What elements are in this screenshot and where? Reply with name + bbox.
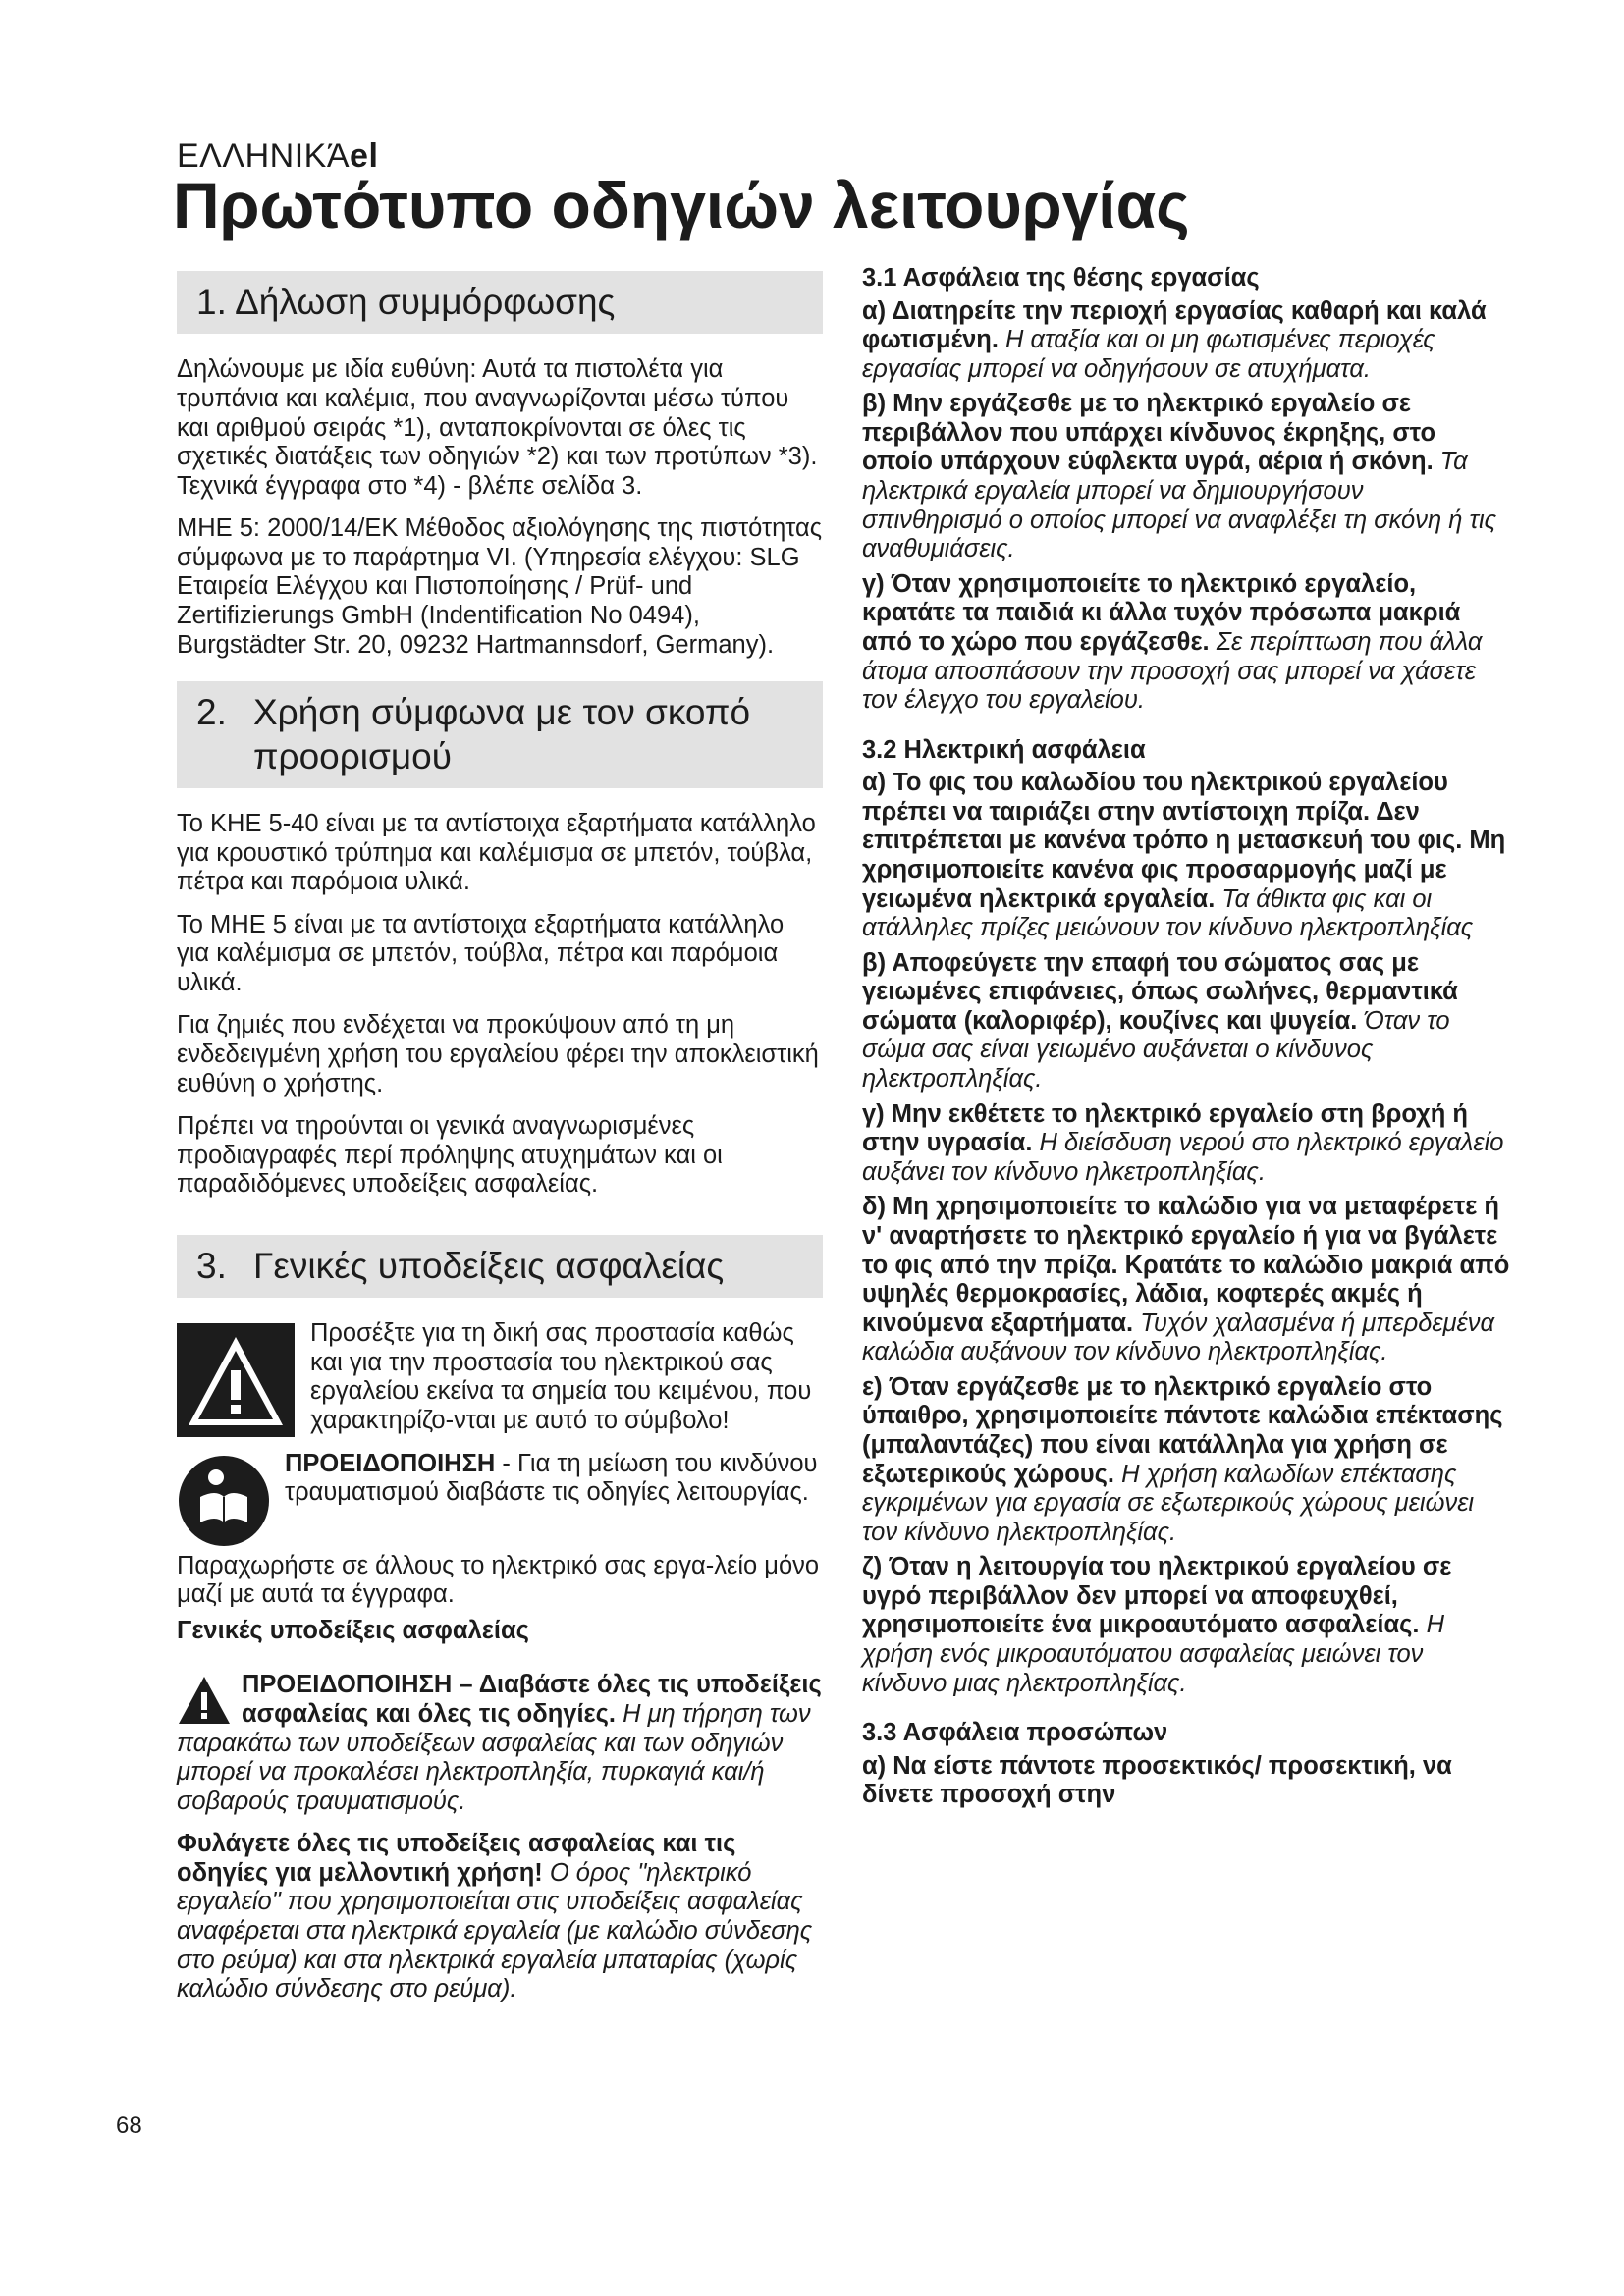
item-3-2-a-bold: α) Το φις του καλωδίου του ηλεκτρικού εργαλείου πρέπει να ταιριάζει στην αντίστοιχη πρίζα. Δεν επιτρέπεται με κανένα τρόπο η μετασκευή του φις. Μη χρησιμοποιείτε κανένα φις προσαρμογής μαζί με γειωμένα ηλεκτρικά εργαλεία. bbox=[862, 769, 1506, 913]
section-3-number: 3. bbox=[196, 1245, 227, 1286]
warning-label: ΠΡΟΕΙΔΟΠΟΙΗΣΗ bbox=[285, 1449, 496, 1477]
section-3-3-heading: 3.3 Ασφάλεια προσώπων bbox=[862, 1719, 1168, 1747]
item-3-1-c bbox=[862, 570, 1510, 716]
regulations-paragraph: Πρέπει να τηρούνται οι γενικά αναγνωρισμένες προδιαγραφές περί πρόληψης ατυχημάτων και οι παραδιδόμενες υποδείξεις ασφαλείας. bbox=[177, 1112, 723, 1199]
item-3-2-d bbox=[862, 1193, 1510, 1366]
general-warning bbox=[177, 1671, 823, 1816]
item-3-3-a-bold: α) Να είστε πάντοτε προσεκτικός/ προσεκτική, να δίνετε προσοχή στην bbox=[862, 1751, 1452, 1809]
item-3-2-c-italic: Η διείσδυση νερού στο ηλεκτρικό εργαλείο αυξάνει τον κίνδυνο ηλκετροπληξίας. bbox=[862, 1129, 1504, 1186]
item-3-2-b bbox=[862, 949, 1510, 1095]
item-3-2-a bbox=[862, 769, 1510, 942]
item-3-1-a-italic: Η αταξία και οι μη φωτισμένες περιοχές εργασίας μπορεί να οδηγήσουν σε ατυχήματα. bbox=[862, 326, 1435, 383]
general-warning-text bbox=[177, 1671, 823, 1816]
general-warning-italic: Η μη τήρηση των παρακάτω των υποδείξεων ασφαλείας και των οδηγιών μπορεί να προκαλέσει ηλεκτροπληξία, πυρκαγιά και/ή σοβαρούς τραυματισμούς. bbox=[177, 1699, 811, 1815]
section-1-heading: 1. Δήλωση συμμόρφωσης bbox=[177, 271, 823, 334]
item-3-2-d-italic: Τυχόν χαλασμένα ή μπερδεμένα καλώδια αυξάνουν τον κίνδυνο ηλεκτροπληξίας. bbox=[862, 1308, 1495, 1366]
item-3-1-b-bold: β) Μην εργάζεσθε με το ηλεκτρικό εργαλείο σε περιβάλλον που υπάρχει κίνδυνος έκρηξης, στο οποίο υπάρχουν εύφλεκτα υγρά, αέρια ή σκόνη. bbox=[862, 390, 1436, 476]
keep-instructions-bold: Φυλάγετε όλες τις υποδείξεις ασφαλείας και τις οδηγίες για μελλοντική χρήση! bbox=[177, 1830, 736, 1887]
item-3-2-b-italic: Όταν το σώμα σας είναι γειωμένο αυξάνεται ο κίνδυνος ηλεκτροπληξίας. bbox=[862, 1006, 1450, 1094]
item-3-1-a-bold: α) Διατηρείτε την περιοχή εργασίας καθαρή και καλά φωτισμένη. bbox=[862, 296, 1487, 354]
item-3-1-a bbox=[862, 297, 1510, 385]
item-3-2-e-bold: ε) Όταν εργάζεσθε με το ηλεκτρικό εργαλείο στο ύπαιθρο, χρησιμοποιείτε πάντοτε καλώδια επέκτασης (μπαλαντάζες) που είναι κατάλληλα για χρήση σε εξωτερικούς χώρους. bbox=[862, 1372, 1503, 1488]
keep-instructions-italic: Ο όρος "ηλεκτρικό εργαλείο" που χρησιμοποιείται στις υποδείξεις ασφαλείας αναφέρεται στα ηλεκτρικά εργαλεία (με καλώδιο σύνδεσης στο ρεύμα) και στα ηλεκτρικά εργαλεία μπαταρίας (χωρίς καλώδιο σύνδεσης στο ρεύμα). bbox=[177, 1858, 813, 2003]
section-3-title: Γενικές υποδείξεις ασφαλείας bbox=[253, 1245, 725, 1286]
general-warning-bold: ΠΡΟΕΙΔΟΠΟΙΗΣΗ – Διαβάστε όλες τις υποδείξεις ασφαλείας και όλες τις οδηγίες. bbox=[242, 1671, 822, 1728]
section-2-title: Χρήση σύμφωνα με τον σκοπό προορισμού bbox=[253, 692, 751, 776]
item-3-2-d-bold: δ) Μη χρησιμοποιείτε το καλώδιο για να μεταφέρετε ή ν' αναρτήσετε το ηλεκτρικό εργαλείο ή για να βγάλετε το φις από την πρίζα. Κρατάτε το καλώδιο μακριά από υψηλές θερμοκρασίες, λάδια, κοφτερές ακμές ή κινούμενα εξαρτήματα. bbox=[862, 1193, 1510, 1337]
section-2-heading bbox=[177, 681, 823, 788]
symbol-note bbox=[177, 1319, 823, 1449]
left-column bbox=[177, 271, 823, 2018]
item-3-2-e-italic: Η χρήση καλωδίων επέκτασης εγκριμένων για εργασία σε εξωτερικούς χώρους μειώνει τον κίνδυνο ηλεκτροπληξίας. bbox=[862, 1460, 1475, 1546]
section-3-1-heading: 3.1 Ασφάλεια της θέσης εργασίας bbox=[862, 264, 1260, 292]
section-3-heading bbox=[177, 1235, 823, 1298]
warning-triangle-small-icon bbox=[177, 1675, 232, 1726]
item-3-2-e bbox=[862, 1373, 1510, 1547]
read-manual-text bbox=[177, 1450, 823, 1508]
item-3-1-c-italic: Σε περίπτωση που άλλα άτομα αποσπάσουν την προσοχή σας μπορεί να χάσετε τον έλεγχο του εργαλείου. bbox=[862, 627, 1483, 715]
mhe-paragraph: Το MHE 5 είναι με τα αντίστοιχα εξαρτήματα κατάλληλο για καλέμισμα σε μπετόν, τούβλα, πέτρα και παρόμοια υλικά. bbox=[177, 910, 785, 996]
general-safety-heading: Γενικές υποδείξεις ασφαλείας bbox=[177, 1616, 529, 1644]
mhe5-paragraph: MHE 5: 2000/14/EK Μέθοδος αξιολόγησης της πιστότητας σύμφωνα με το παράρτημα VI. (Υπηρεσία ελέγχου: SLG Εταιρεία Ελέγχου και Πιστοποίησης / Prüf- und Zertifizierungs GmbH (Indentification No 0494), Burgstädter Str. 20, 09232 Hartmannsdorf, Germany). bbox=[177, 514, 822, 659]
item-3-1-b bbox=[862, 390, 1510, 563]
warning-triangle-icon bbox=[177, 1323, 295, 1437]
item-3-2-c bbox=[862, 1100, 1510, 1188]
liability-paragraph: Για ζημιές που ενδέχεται να προκύψουν από τη μη ενδεδειγμένη χρήση του εργαλείου φέρει την αποκλειστική ευθύνη ο χρήστης. bbox=[177, 1011, 819, 1097]
item-3-2-a-italic: Τα άθικτα φις και οι ατάλληλες πρίζες μειώνουν τον κίνδυνο ηλεκτροπληξίας bbox=[862, 884, 1474, 942]
item-3-2-f bbox=[862, 1553, 1510, 1698]
item-3-2-f-italic: Η χρήση ενός μικροαυτόματου ασφαλείας μειώνει τον κίνδυνο μιας ηλεκτροπληξίας. bbox=[862, 1611, 1444, 1697]
section-3-2-heading: 3.2 Ηλεκτρική ασφάλεια bbox=[862, 735, 1146, 764]
language-code: el bbox=[350, 137, 379, 175]
handover-paragraph: Παραχωρήστε σε άλλους το ηλεκτρικό σας εργα-λείο μόνο μαζί με αυτά τα έγγραφα. bbox=[177, 1551, 820, 1609]
right-column bbox=[862, 263, 1510, 1816]
warning-text: - Για τη μείωση του κινδύνου τραυματισμού διαβάστε τις οδηγίες λειτουργίας. bbox=[285, 1449, 818, 1507]
page-number: 68 bbox=[116, 2112, 142, 2139]
document-title: Πρωτότυπο οδηγιών λειτουργίας bbox=[173, 169, 1190, 241]
read-manual-note bbox=[177, 1450, 823, 1552]
item-3-1-b-italic: Τα ηλεκτρικά εργαλεία μπορεί να δημιουργήσουν σπινθηρισμό ο οποίος μπορεί να αναφλέξει τη σκόνη ή τις αναθυμιάσεις. bbox=[862, 448, 1497, 563]
section-2-number: 2. bbox=[196, 692, 227, 733]
khe-paragraph: Το KHE 5-40 είναι με τα αντίστοιχα εξαρτήματα κατάλληλο για κρουστικό τρύπημα και καλέμισμα σε μπετόν, τούβλα, πέτρα και παρόμοια υλικά. bbox=[177, 809, 816, 896]
language-name: ΕΛΛΗΝΙΚΆ bbox=[177, 137, 351, 175]
item-3-2-c-bold: γ) Μην εκθέτετε το ηλεκτρικό εργαλείο στη βροχή ή στην υγρασία. bbox=[862, 1099, 1468, 1157]
declaration-paragraph: Δηλώνουμε με ιδία ευθύνη: Αυτά τα πιστολέτα για τρυπάνια και καλέμια, που αναγνωρίζονται μέσω τύπου και αριθμού σειράς *1), ανταποκρίνονται σε όλες τις σχετικές διατάξεις των οδηγιών *2) και των προτύπων *3). Τεχνικά έγγραφα στο *4) - βλέπε σελίδα 3. bbox=[177, 355, 818, 500]
read-manual-icon bbox=[177, 1454, 271, 1548]
item-3-3-a bbox=[862, 1752, 1510, 1810]
item-3-1-c-bold: γ) Όταν χρησιμοποιείτε το ηλεκτρικό εργαλείο, κρατάτε τα παιδιά κι άλλα τυχόν πρόσωπα μακριά από το χώρο που εργάζεσθε. bbox=[862, 569, 1461, 656]
item-3-2-f-bold: ζ) Όταν η λειτουργία του ηλεκτρικού εργαλείου σε υγρό περιβάλλον δεν μπορεί να αποφευχθεί, χρησιμοποιείτε ένα μικροαυτόματο ασφαλείας. bbox=[862, 1553, 1452, 1639]
keep-instructions bbox=[177, 1830, 823, 2003]
item-3-2-b-bold: β) Αποφεύγετε την επαφή του σώματος σας με γειωμένες επιφάνειες, όπως σωλήνες, θερμαντικά σώματα (καλοριφέρ), κουζίνες και ψυγεία. bbox=[862, 948, 1458, 1035]
symbol-note-text: Προσέξτε για τη δική σας προστασία καθώς και για την προστασία του ηλεκτρικού σας εργαλείου εκείνα τα σημεία του κειμένου, που χαρακτηρίζο-νται με αυτό το σύμβολο! bbox=[310, 1319, 812, 1435]
